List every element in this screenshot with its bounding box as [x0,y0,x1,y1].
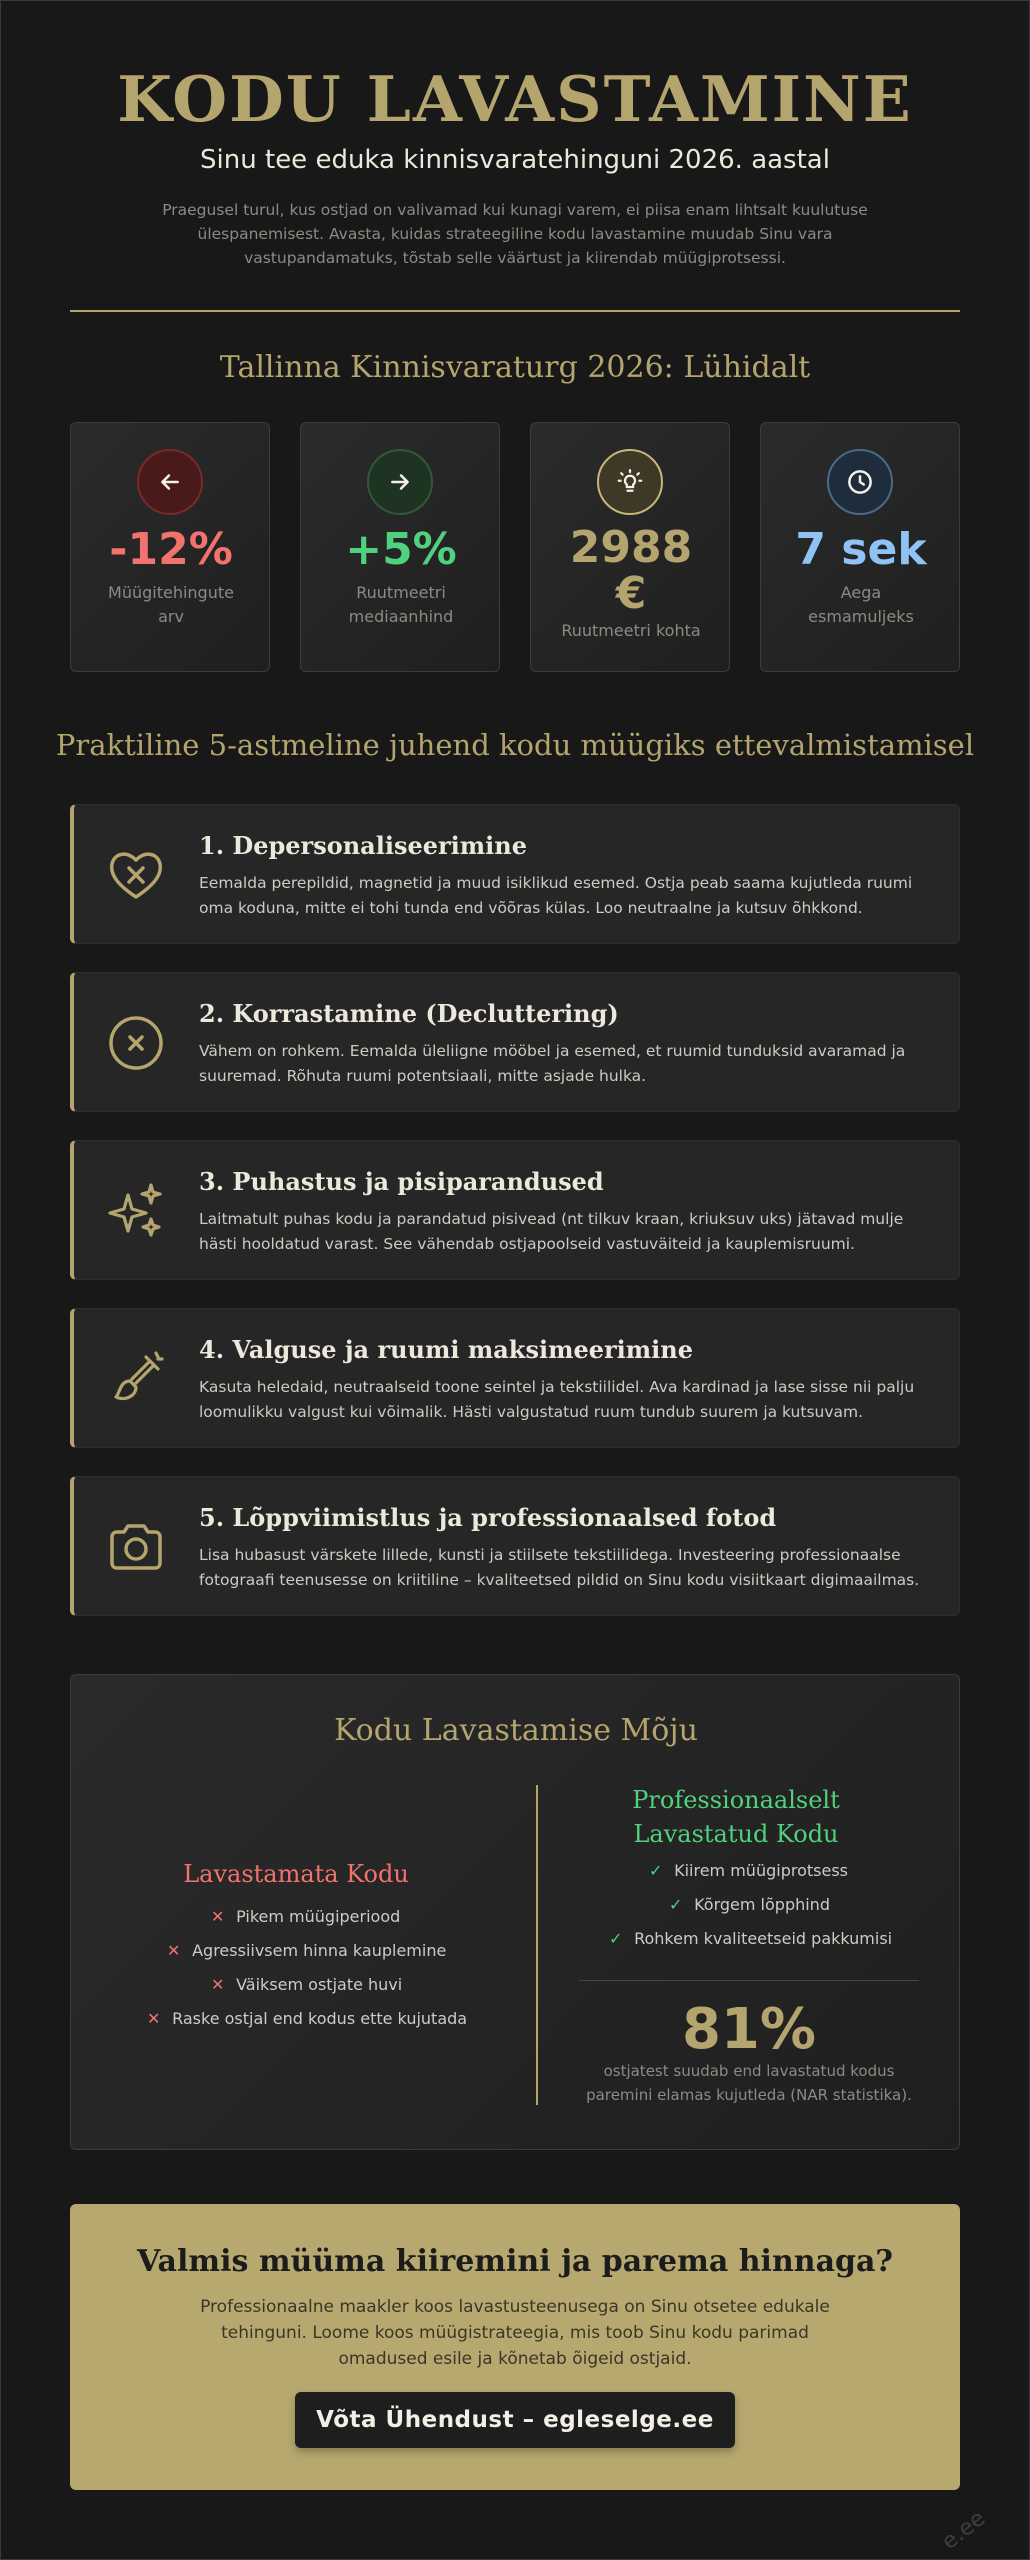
cta-panel [70,2204,960,2490]
unstaged-item [211,1907,400,1926]
step-text: Eemalda perepildid, magnetid ja muud isiklikud esemed. Ostja peab saama kujutleda ruumi oma koduna, mitte ei tohi tunda end võõras külas. Loo neutraalne ja kutsuv õhkkond. [199,874,913,917]
stat-card-price-per-sqm [530,422,730,672]
step-title: 3. Puhastus ja pisiparandused [199,1167,604,1196]
cta-title: Valmis müüma kiiremini ja parema hinnaga? [136,2244,894,2279]
heart-x-icon [106,845,166,905]
section-divider [70,310,960,312]
step-card-light-space [70,1308,960,1448]
stat-value: 2988 € [569,522,693,619]
unstaged-item-text: Pikem müügiperiood [236,1907,401,1926]
staged-item-text: Kiirem müügiprotsess [674,1861,848,1880]
step-card-declutter [70,972,960,1112]
unstaged-title: Lavastamata Kodu [183,1860,409,1888]
unstaged-item [147,2009,467,2028]
step-card-cleaning [70,1140,960,1280]
step-card-final-photos [70,1476,960,1616]
unstaged-item-text: Raske ostjal end kodus ette kujutada [172,2009,468,2028]
page-subtitle: Sinu tee eduka kinnisvaratehinguni 2026. aastal [200,145,830,175]
stat-label: Aega esmamuljeks [808,583,914,626]
check-icon: ✓ [669,1895,683,1914]
clock-icon [827,449,893,515]
impact-title: Kodu Lavastamise Mõju [334,1713,698,1748]
step-text: Lisa hubasust värskete lillede, kunsti ja stiilsete tekstiilidega. Investeering professionaalse fotograafi teenusesse on kriitiline – kvaliteetsed pildid on Sinu kodu visiitkaart digimaailmas. [199,1546,920,1589]
impact-divider [536,1785,538,2105]
arrow-right-icon [367,449,433,515]
x-icon: ✕ [211,1907,225,1926]
staged-item [669,1895,830,1914]
stat-label: Ruutmeetri mediaanhind [348,583,454,626]
market-stats [70,422,960,674]
unstaged-item [211,1975,402,1994]
contact-button[interactable]: Võta Ühendust – egleselge.ee [295,2392,735,2448]
paint-brush-icon [106,1349,166,1409]
arrow-left-icon [137,449,203,515]
step-title: 5. Lõppviimistlus ja professionaalsed fotod [199,1503,777,1532]
step-text: Kasuta heledaid, neutraalseid toone seintel ja tekstiilidel. Ava kardinad ja lase sisse nii palju loomulikku valgust kui võimalik. Hästi valgustatud ruum tundub suurem ja kutsuvam. [199,1378,915,1421]
step-text: Laitmatult puhas kodu ja parandatud pisivead (nt tilkuv kraan, kriuksuv uks) jätavad mulje hästi hooldatud varast. See vähendab ostjapoolseid vastuväiteid ja kauplemisruumi. [199,1210,904,1253]
sparkles-icon [106,1181,166,1241]
market-section-title: Tallinna Kinnisvaraturg 2026: Lühidalt [219,350,811,385]
stat-card-first-impression [760,422,960,672]
circle-x-icon [106,1013,166,1073]
step-title: 4. Valguse ja ruumi maksimeerimine [199,1335,693,1364]
staged-item [649,1861,848,1880]
x-icon: ✕ [147,2009,161,2028]
unstaged-item [167,1941,446,1960]
staged-item-text: Rohkem kvaliteetseid pakkumisi [634,1929,893,1948]
stat-label: Müügitehingute arv [108,583,234,626]
step-text: Vähem on rohkem. Eemalda üleliigne mööbel ja esemed, et ruumid tunduksid avaramad ja suuremad. Rõhuta ruumi potentsiaali, mitte asjade hulka. [199,1042,906,1085]
x-icon: ✕ [211,1975,225,1994]
staged-item-text: Kõrgem lõpphind [694,1895,830,1914]
stat-label: Ruutmeetri kohta [561,621,701,640]
lightbulb-icon [597,449,663,515]
stat-value: -12% [109,524,233,575]
unstaged-item-text: Väiksem ostjate huvi [236,1975,403,1994]
staged-stat-value: 81% [681,1997,817,2062]
stat-card-median-price [300,422,500,672]
unstaged-item-text: Agressiivsem hinna kauplemine [192,1941,447,1960]
staged-item [609,1929,892,1948]
impact-panel [70,1674,960,2150]
step-card-depersonalize [70,804,960,944]
check-icon: ✓ [649,1861,663,1880]
step-title: 2. Korrastamine (Decluttering) [199,999,619,1028]
x-icon: ✕ [167,1941,181,1960]
check-icon: ✓ [609,1929,623,1948]
stat-card-transactions [70,422,270,672]
watermark: e.ee [937,2505,991,2556]
guide-section-title: Praktiline 5-astmeline juhend kodu müügiks ettevalmistamisel [55,728,975,762]
page-title: KODU LAVASTAMINE [117,62,913,136]
cta-text: Professionaalne maakler koos lavastusteenusega on Sinu otsetee edukale tehinguni. Loome koos müügistrateegia, mis toob Sinu kodu parimad omadused esile ja kõnetab õigeid ostjaid. [200,2297,830,2369]
staged-stat-text: ostjatest suudab end lavastatud kodus paremini elamas kujutleda (NAR statistika). [586,2062,912,2104]
stat-value: +5% [345,524,457,575]
intro-text: Praegusel turul, kus ostjad on valivamad kui kunagi varem, ei piisa enam lihtsalt kuulutuse ülespanemisest. Avasta, kuidas strateegiline kodu lavastamine muudab Sinu vara vastupandamatuks, tõstab selle väärtust ja kiirendab müügiprotsessi. [162,201,868,267]
stat-value: 7 sek [795,524,927,575]
staged-divider [579,1980,919,1981]
staged-title: Professionaalselt Lavastatud Kodu [632,1786,840,1848]
camera-icon [106,1517,166,1577]
step-title: 1. Depersonaliseerimine [199,831,527,860]
